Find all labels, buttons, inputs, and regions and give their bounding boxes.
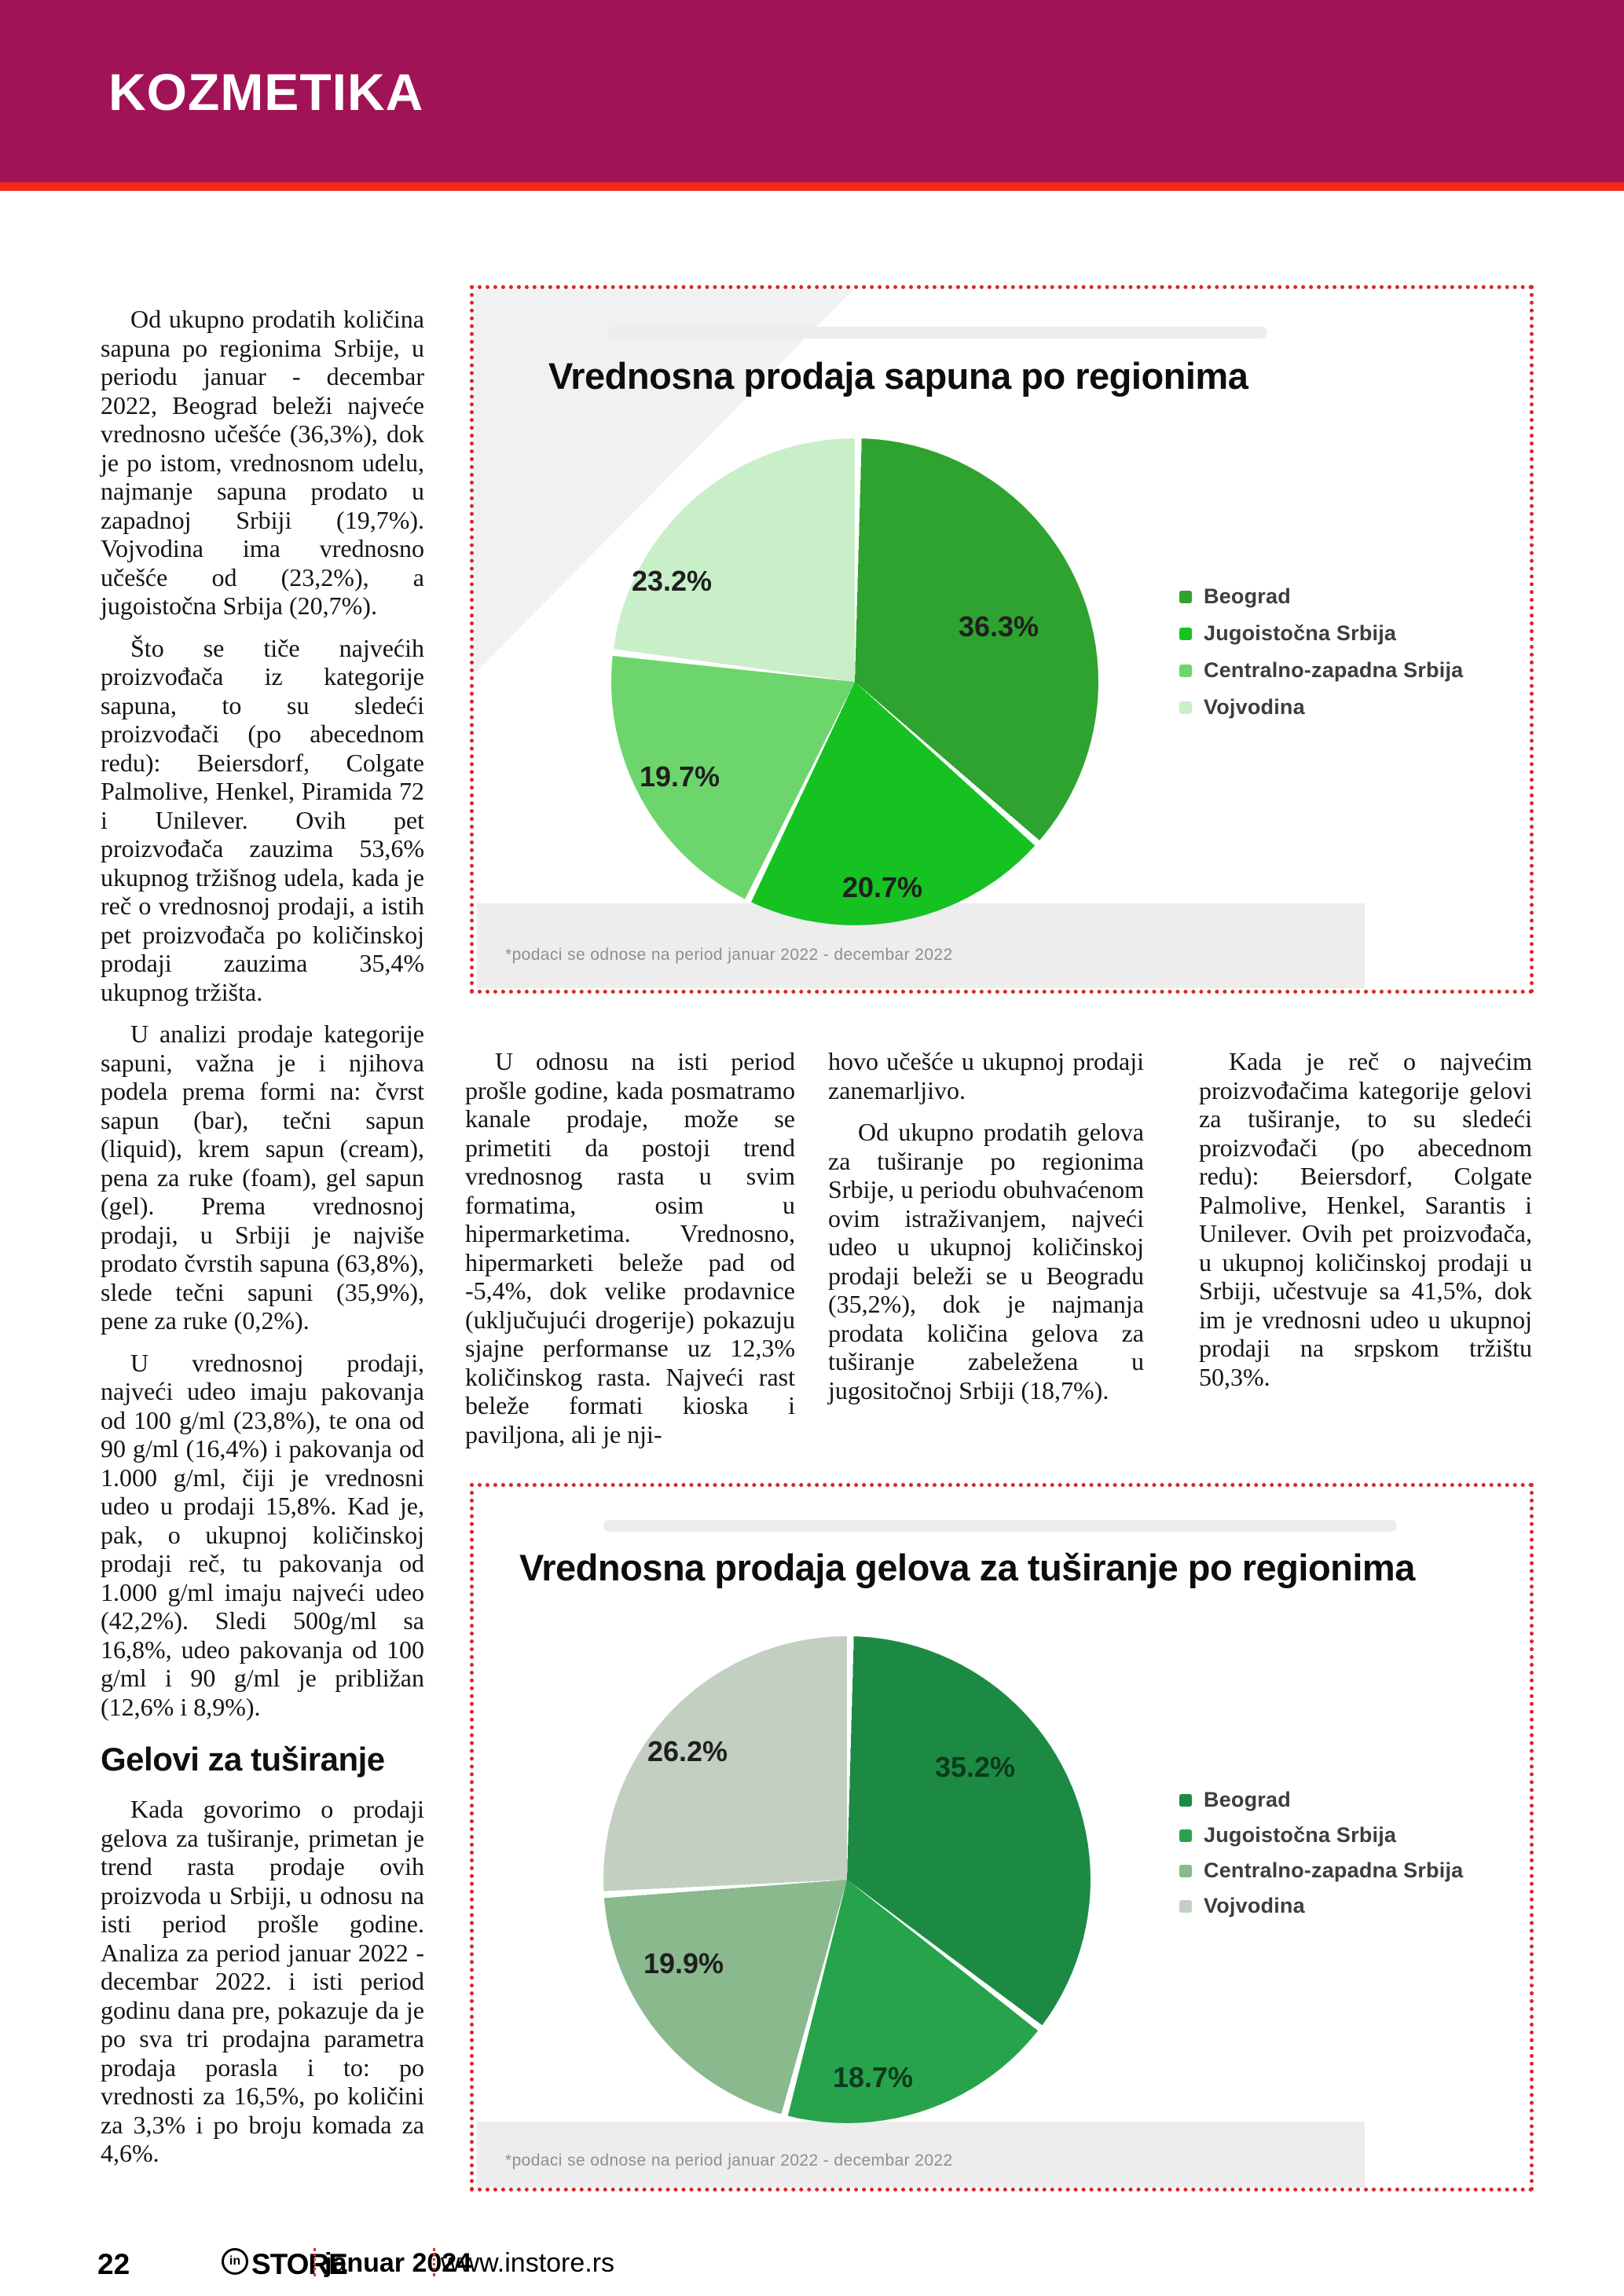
section-title: KOZMETIKA bbox=[108, 63, 424, 121]
legend-item-centralno bbox=[1179, 652, 1463, 689]
pie-chart-gels bbox=[603, 1636, 1091, 2123]
text-column-3 bbox=[828, 1047, 1144, 1418]
legend-label: Beograd bbox=[1204, 1788, 1291, 1811]
legend-label: Vojvodina bbox=[1204, 695, 1305, 719]
slice-label-jugoistocna: 18.7% bbox=[832, 2061, 914, 2093]
legend-swatch bbox=[1179, 665, 1192, 677]
pie-chart-soap bbox=[611, 438, 1098, 925]
website-url: www.instore.rs bbox=[441, 2248, 615, 2278]
logo-in-text: in bbox=[229, 2254, 241, 2268]
legend-item-beograd bbox=[1179, 1782, 1463, 1818]
legend-swatch bbox=[1179, 701, 1192, 714]
slice-label-centralno: 19.9% bbox=[643, 1947, 724, 1979]
chart-box-soap bbox=[470, 285, 1534, 994]
paragraph: U vrednosnoj prodaji, najveći udeo imaju pakovanja od 100 g/ml (23,8%), te ona od 90 g/ml (16,4%) i pakovanja od 1.000 g/ml, čiji je vrednosni udeo u prodaji 15,8%. Kad je, pak, o ukupnoj količinskoj prodaji reč, tu pakovanja od 1.000 g/ml imaju najveći udeo (42,2%). Sledi 500g/ml sa 16,8%, udeo pakovanja od 100 g/ml i 90 g/ml je približan (12,6% i 8,9%). bbox=[101, 1348, 424, 1721]
legend-swatch bbox=[1179, 1900, 1192, 1913]
legend-gels bbox=[1179, 1782, 1463, 1924]
legend-swatch bbox=[1179, 1829, 1192, 1842]
legend-item-beograd bbox=[1179, 578, 1463, 615]
paragraph: hovo učešće u ukupnoj prodaji zanemarljivo. bbox=[828, 1047, 1144, 1104]
text-column-2 bbox=[465, 1047, 795, 1462]
footer-separator bbox=[313, 2248, 316, 2276]
legend-label: Jugoistočna Srbija bbox=[1204, 1823, 1397, 1847]
legend-item-vojvodina bbox=[1179, 689, 1463, 726]
chart-box-gels bbox=[470, 1483, 1534, 2192]
paragraph: Od ukupno prodatih količina sapuna po regionima Srbije, u periodu januar - decembar 2022, Beograd beleži najveće vrednosno učešće (36,3%), dok je po istom, vrednosnom udelu, najmanje sapuna prodato u zapadnoj Srbiji (19,7%). Vojvodina ima vrednosno učešće od (23,2%), a jugoistočna Srbija (20,7%). bbox=[101, 305, 424, 620]
legend-label: Jugoistočna Srbija bbox=[1204, 621, 1397, 645]
section-header-band bbox=[0, 0, 1624, 182]
legend-swatch bbox=[1179, 1794, 1192, 1807]
text-column-1 bbox=[101, 305, 424, 2181]
paragraph: U odnosu na isti period prošle godine, kada posmatramo kanale prodaje, može se primetiti da postoji trend vrednosnog rasta u svim formatima, osim u hipermarketima. Vrednosno, hipermarketi beleže pad od -5,4%, dok velike prodavnice (uključujući drogerije) pokazuju sjajne performanse uz 12,3% količinskog rasta. Najveći rast beleže formati kioska i paviljona, ali je nji- bbox=[465, 1047, 795, 1448]
issue-date: januar 2024 bbox=[324, 2248, 472, 2278]
legend-swatch bbox=[1179, 591, 1192, 603]
slice-label-jugoistocna: 20.7% bbox=[841, 871, 923, 903]
paragraph: Od ukupno prodatih gelova za tuširanje po regionima Srbije, u periodu obuhvaćenom ovim istraživanjem, najveći udeo u ukupnoj količinskoj prodaji beleži se u Beogradu (35,2%), dok je najmanja prodata količina gelova za tuširanje zabeležena u jugositočnoj Srbiji (18,7%). bbox=[828, 1118, 1144, 1404]
watermark-line bbox=[603, 1520, 1397, 1532]
slice-label-vojvodina: 26.2% bbox=[647, 1735, 728, 1767]
footer-separator bbox=[433, 2248, 435, 2276]
page-number: 22 bbox=[97, 2248, 130, 2280]
legend-swatch bbox=[1179, 1865, 1192, 1877]
header-accent-stripe bbox=[0, 182, 1624, 191]
legend-item-jugoistocna bbox=[1179, 615, 1463, 652]
paragraph: Kada je reč o najvećim proizvođačima kategorije gelovi za tuširanje, to su sledeći proizvođači (po abecednom redu): Beiersdorf, Colgate Palmolive, Henkel, Sarantis i Unilever. Ovih pet proizvođača, u ukupnoj količinskoj prodaji u Srbiji, učestvuje sa 41,5%, dok im je vrednosni udeo u ukupnoj prodaji na srpskom tržištu 50,3%. bbox=[1199, 1047, 1532, 1391]
chart-footnote: *podaci se odnose na period januar 2022 - decembar 2022 bbox=[505, 2151, 953, 2170]
slice-label-centralno: 19.7% bbox=[639, 760, 720, 793]
legend-label: Centralno-zapadna Srbija bbox=[1204, 1858, 1464, 1882]
paragraph: Što se tiče najvećih proizvođača iz kategorije sapuna, to su sledeći proizvođači (po abecednom redu): Beiersdorf, Colgate Palmolive, Henkel, Piramida 72 i Unilever. Ovih pet proizvođača zauzima 53,6% ukupnog tržišnog udela, kada je reč o vrednosnoj prodaji, a istih pet proizvođača po količinskoj prodaji zauzima 35,4% ukupnog tržišta. bbox=[101, 633, 424, 1006]
legend-item-centralno bbox=[1179, 1853, 1463, 1888]
legend-label: Vojvodina bbox=[1204, 1894, 1305, 1917]
chart-title-soap: Vrednosna prodaja sapuna po regionima bbox=[548, 355, 1248, 397]
slice-label-beograd: 36.3% bbox=[958, 610, 1039, 643]
slice-label-vojvodina: 23.2% bbox=[631, 565, 713, 597]
slice-label-beograd: 35.2% bbox=[934, 1751, 1016, 1783]
legend-label: Beograd bbox=[1204, 584, 1291, 608]
watermark-line bbox=[607, 327, 1267, 339]
legend-swatch bbox=[1179, 628, 1192, 640]
chart-title-gels: Vrednosna prodaja gelova za tuširanje po regionima bbox=[519, 1547, 1415, 1588]
page-footer bbox=[0, 2248, 1624, 2286]
legend-item-jugoistocna bbox=[1179, 1818, 1463, 1853]
paragraph: U analizi prodaje kategorije sapuni, važna je i njihova podela prema formi na: čvrst sapun (bar), tečni sapun (liquid), krem sapun (cream), pena za ruke (foam), gel sapun (gel). Prema vrednosnoj prodaji, u Srbiji je najviše prodato čvrstih sapuna (63,8%), slede tečni sapuni (35,9%), pene za ruke (0,2%). bbox=[101, 1020, 424, 1335]
paragraph: Kada govorimo o prodaji gelova za tuširanje, primetan je trend rasta prodaje ovih proizvoda u Srbiji, u odnosu na isti period prošle godine. Analiza za period januar 2022 - decembar 2022. i isti period godinu dana pre, pokazuje da je po sva tri prodajna parametra prodaja porasla i to: po vrednosti za 16,5%, po količini za 3,3% i po broju komada za 4,6%. bbox=[101, 1795, 424, 2168]
chart-footnote: *podaci se odnose na period januar 2022 - decembar 2022 bbox=[505, 946, 953, 964]
legend-label: Centralno-zapadna Srbija bbox=[1204, 658, 1464, 682]
subheading-gelovi: Gelovi za tuširanje bbox=[101, 1741, 385, 1778]
text-column-4 bbox=[1199, 1047, 1532, 1404]
legend-item-vojvodina bbox=[1179, 1888, 1463, 1924]
brand-name: STORE bbox=[251, 2248, 347, 2280]
legend-soap bbox=[1179, 578, 1463, 726]
instore-logo-icon bbox=[222, 2248, 248, 2275]
